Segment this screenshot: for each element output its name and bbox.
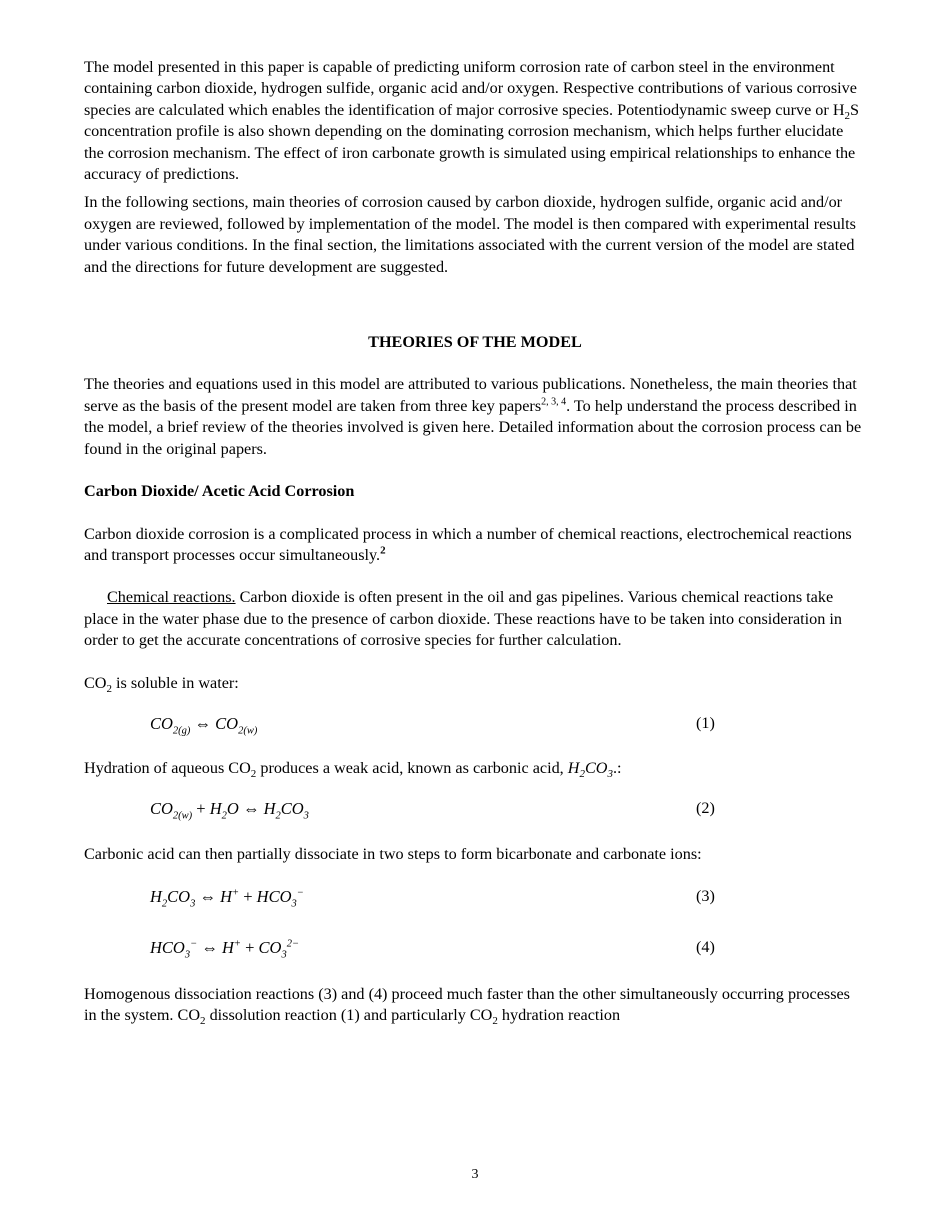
chemical-reactions-label: Chemical reactions. [107, 588, 236, 607]
section-heading-theories: THEORIES OF THE MODEL [368, 333, 582, 352]
subsection-heading-co2: Carbon Dioxide/ Acetic Acid Corrosion [84, 482, 355, 501]
dissociate-text: Carbonic acid can then partially dissociate in two steps to form bicarbonate and carbonate ions: [84, 845, 702, 864]
equation-1 [84, 714, 866, 738]
equation-1-formula: $CO_{2(g)}$ ⇔ $CO_{2(w)}$ [150, 713, 258, 737]
hydration-text: Hydration of aqueous $CO_2$ produces a weak acid, known as carbonic acid, $H_2CO_3$.: [84, 758, 622, 781]
equation-3-number: (3) [696, 886, 715, 905]
page-number: 3 [471, 1167, 479, 1182]
equation-3 [84, 887, 866, 911]
chemical-reactions-paragraph: Chemical reactions. Carbon dioxide is often present in the oil and gas pipelines. Various chemical reactions take place in the water phase due to the presence of carbon dioxide. These reactions have to be taken into consideration in order to get the accurate concentrations of corrosive species for further calculation. [84, 588, 842, 650]
theories-paragraph: The theories and equations used in this model are attributed to various publications. Nonetheless, the main theories that serve as the basis of the present model are taken from three key papers$^{2, 3, 4}$. To help understand the process described in the model, a brief review of the theories involved is given here. Detailed information about the corrosion process can be found in the original papers. [84, 375, 862, 458]
equation-2 [84, 799, 866, 823]
equation-4-number: (4) [696, 937, 715, 956]
co2-soluble-text: $CO_2$ is soluble in water: [84, 673, 239, 695]
intro-paragraph-1: The model presented in this paper is capable of predicting uniform corrosion rate of carbon steel in the environment containing carbon dioxide, hydrogen sulfide, organic acid and/or oxygen. Respective contributions of various corrosive species are calculated which enables the identification of major corrosive species. Potentiodynamic sweep curve or $H_2S$ concentration profile is also shown depending on the dominating corrosion mechanism, which helps further elucidate the corrosion mechanism. The effect of iron carbonate growth is simulated using empirical relationships to enhance the accuracy of predictions. [84, 58, 860, 184]
intro-paragraph-2: In the following sections, main theories of corrosion caused by carbon dioxide, hydrogen sulfide, organic acid and/or oxygen are reviewed, followed by implementation of the model. The model is then compared with experimental results under various conditions. In the final section, the limitations associated with the current version of the model are stated and the directions for future development are suggested. [84, 193, 856, 276]
equation-2-number: (2) [696, 799, 715, 818]
equation-3-formula: $H_2CO_3$ ⇔ $H^+ + HCO_3^-$ [150, 886, 304, 910]
co2-intro-paragraph: Carbon dioxide corrosion is a complicated process in which a number of chemical reactions, electrochemical reactions and transport processes occur simultaneously.$^2$ [84, 524, 852, 564]
equation-1-number: (1) [696, 713, 715, 732]
equation-4-formula: $HCO_3^-$ ⇔ $H^+ + CO_3^{2-}$ [150, 937, 300, 961]
homogenous-paragraph: Homogenous dissociation reactions (3) and (4) proceed much faster than the other simultaneously occurring processes in the system. $CO_2$ dissolution reaction (1) and particularly $CO_2$ hydration reaction [84, 984, 850, 1028]
equation-4 [84, 938, 866, 962]
equation-2-formula: $CO_{2(w)} + H_2O$ ⇔ $H_2CO_3$ [150, 799, 309, 822]
paper-page [84, 57, 866, 1027]
